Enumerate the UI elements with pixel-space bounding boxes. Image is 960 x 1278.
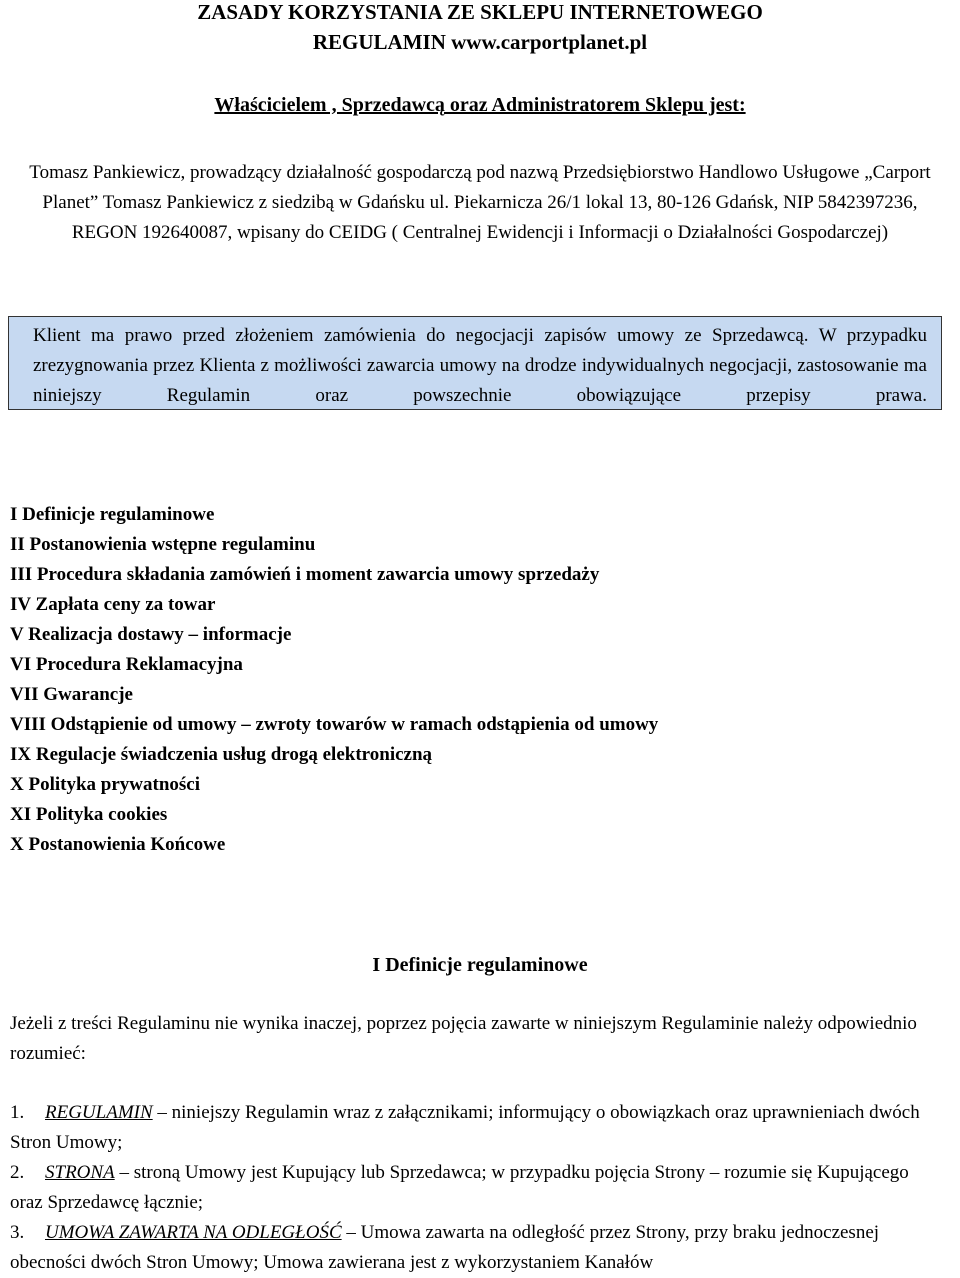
toc-item: IX Regulacje świadczenia usług drogą elektroniczną bbox=[10, 744, 433, 765]
document-title: ZASADY KORZYSTANIA ZE SKLEPU INTERNETOWEGO bbox=[197, 0, 763, 24]
definition-item bbox=[10, 1098, 940, 1158]
definition-item bbox=[10, 1158, 940, 1218]
definition-item bbox=[10, 1218, 940, 1278]
definition-term: REGULAMIN bbox=[45, 1102, 153, 1123]
definition-text: – stroną Umowy jest Kupujący lub Sprzedawca; w przypadku pojęcia Strony – rozumie się Kupującego oraz Sprzedawcę łącznie; bbox=[10, 1162, 909, 1213]
toc-item: III Procedura składania zamówień i moment zawarcia umowy sprzedaży bbox=[10, 564, 600, 585]
negotiation-notice-box bbox=[8, 316, 942, 410]
document-subtitle: REGULAMIN www.carportplanet.pl bbox=[312, 30, 648, 54]
definition-term: UMOWA ZAWARTA NA ODLEGŁOŚĆ bbox=[45, 1222, 342, 1243]
definition-number: 1. bbox=[10, 1102, 25, 1123]
toc-item: V Realizacja dostawy – informacje bbox=[10, 624, 292, 645]
toc-item: X Polityka prywatności bbox=[10, 774, 200, 795]
section-intro: Jeżeli z treści Regulaminu nie wynika inaczej, poprzez pojęcia zawarte w niniejszym Regulaminie należy odpowiednio rozumieć: bbox=[10, 1013, 917, 1064]
negotiation-notice-text: Klient ma prawo przed złożeniem zamówienia do negocjacji zapisów umowy ze Sprzedawcą. W przypadku zrezygnowania przez Klienta z możliwości zawarcia umowy na drodze indywidualnych negocjacji, zastosowanie ma niniejszy Regulamin oraz powszechnie obowiązujące przepisy prawa. bbox=[33, 325, 927, 406]
toc-item: VI Procedura Reklamacyjna bbox=[10, 654, 243, 675]
table-of-contents bbox=[10, 500, 940, 860]
toc-item: X Postanowienia Końcowe bbox=[10, 834, 226, 855]
toc-item: XI Polityka cookies bbox=[10, 804, 168, 825]
definition-term: STRONA bbox=[45, 1162, 115, 1183]
definition-text: – Umowa zawarta na odległość przez Strony, przy braku jednoczesnej obecności dwóch Stron Umowy; Umowa zawierana jest z wykorzystaniem Kanałów bbox=[10, 1222, 880, 1273]
definition-text: – niniejszy Regulamin wraz z załącznikami; informujący o obowiązkach oraz uprawnieniach dwóch Stron Umowy; bbox=[10, 1102, 920, 1153]
owner-heading: Właścicielem , Sprzedawcą oraz Administratorem Sklepu jest: bbox=[214, 94, 746, 116]
toc-item: VII Gwarancje bbox=[10, 684, 133, 705]
section-heading: I Definicje regulaminowe bbox=[372, 954, 588, 976]
definitions-list bbox=[10, 1098, 940, 1278]
definition-number: 3. bbox=[10, 1222, 25, 1243]
toc-item: II Postanowienia wstępne regulaminu bbox=[10, 534, 316, 555]
toc-item: IV Zapłata ceny za towar bbox=[10, 594, 216, 615]
toc-item: VIII Odstąpienie od umowy – zwroty towarów w ramach odstąpienia od umowy bbox=[10, 714, 659, 735]
toc-item: I Definicje regulaminowe bbox=[10, 504, 215, 525]
owner-info: Tomasz Pankiewicz, prowadzący działalność gospodarczą pod nazwą Przedsiębiorstwo Handlowo Usługowe „Carport Planet” Tomasz Pankiewicz z siedzibą w Gdańsku ul. Piekarnicza 26/1 lokal 13, 80-126 Gdańsk, NIP 5842397236, REGON 192640087, wpisany do CEIDG ( Centralnej Ewidencji i Informacji o Działalności Gospodarczej) bbox=[29, 162, 931, 243]
definition-number: 2. bbox=[10, 1162, 25, 1183]
